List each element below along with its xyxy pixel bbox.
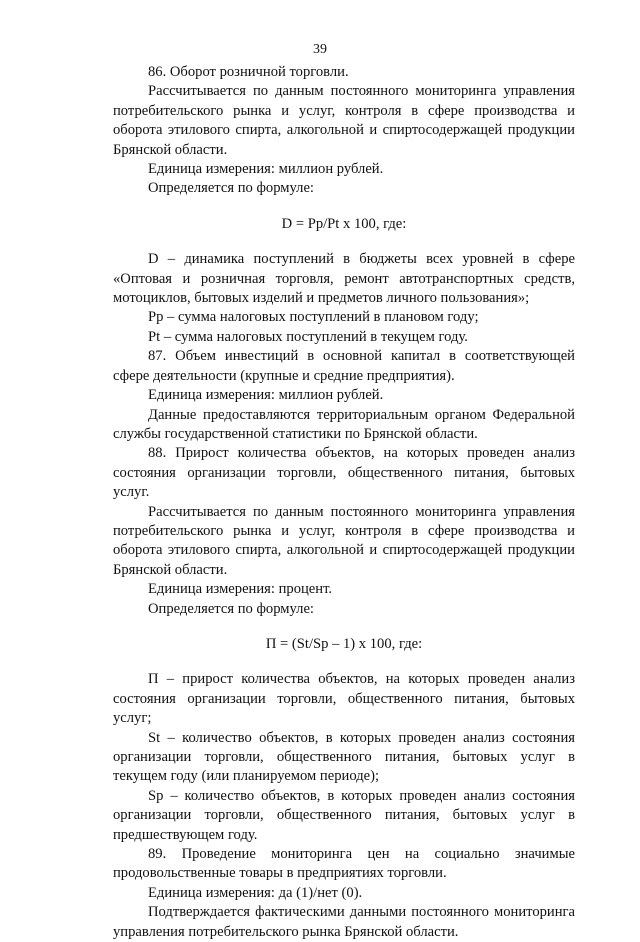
- formula-d: D = Pp/Pt x 100, где:: [281, 215, 407, 232]
- heading-item-87: 87. Объем инвестиций в основной капитал в соответствующей сфере деятельности (крупные и средние предприятия).: [113, 348, 575, 384]
- definition-st: St – количество объектов, в которых проведен анализ состояния организации торговли, общественного питания, бытовых услуг в текущем году (или планируемом периоде);: [113, 729, 575, 785]
- unit-of-measure: Единица измерения: миллион рублей.: [148, 387, 384, 404]
- formula-intro: Определяется по формуле:: [148, 180, 314, 197]
- body-paragraph: Рассчитывается по данным постоянного мониторинга управления потребительского рынка и услуг, контроля в сфере производства и оборота этилового спирта, алкогольной и спиртосодержащей продукции Брянской области.: [113, 503, 575, 578]
- page-number: 39: [313, 42, 327, 57]
- body-paragraph: Рассчитывается по данным постоянного мониторинга управления потребительского рынка и услуг, контроля в сфере производства и оборота этилового спирта, алкогольной и спиртосодержащей продукции Брянской области.: [113, 83, 575, 158]
- unit-of-measure: Единица измерения: процент.: [148, 581, 333, 598]
- heading-item-86: 86. Оборот розничной торговли.: [148, 64, 349, 80]
- body-paragraph: Данные предоставляются территориальным органом Федеральной службы государственной статистики по Брянской области.: [113, 406, 575, 442]
- heading-item-89: 89. Проведение мониторинга цен на социально значимые продовольственные товары в предприятиях торговли.: [113, 846, 575, 882]
- heading-item-88: 88. Прирост количества объектов, на которых проведен анализ состояния организации торговли, общественного питания, бытовых услуг.: [113, 445, 575, 501]
- definition-pp: Pp – сумма налоговых поступлений в плановом году;: [148, 309, 479, 326]
- definition-pt: Pt – сумма налоговых поступлений в текущем году.: [148, 328, 468, 345]
- formula-intro: Определяется по формуле:: [148, 600, 314, 617]
- body-paragraph: Подтверждается фактическими данными постоянного мониторинга управления потребительского рынка Брянской области.: [113, 904, 575, 940]
- definition-p: П – прирост количества объектов, на которых проведен анализ состояния организации торговли, общественного питания, бытовых услуг;: [113, 671, 575, 727]
- definition-sp: Sp – количество объектов, в которых проведен анализ состояния организации торговли, общественного питания, бытовых услуг в предшествующем году.: [113, 787, 575, 843]
- document-body: [113, 63, 575, 942]
- definition-d: D – динамика поступлений в бюджеты всех уровней в сфере «Оптовая и розничная торговля, ремонт автотранспортных средств, мотоциклов, бытовых изделий и предметов личного пользования»;: [113, 251, 575, 307]
- unit-of-measure: Единица измерения: миллион рублей.: [148, 161, 384, 178]
- formula-p: П = (St/Sp – 1) x 100, где:: [265, 635, 423, 652]
- unit-of-measure: Единица измерения: да (1)/нет (0).: [148, 884, 363, 901]
